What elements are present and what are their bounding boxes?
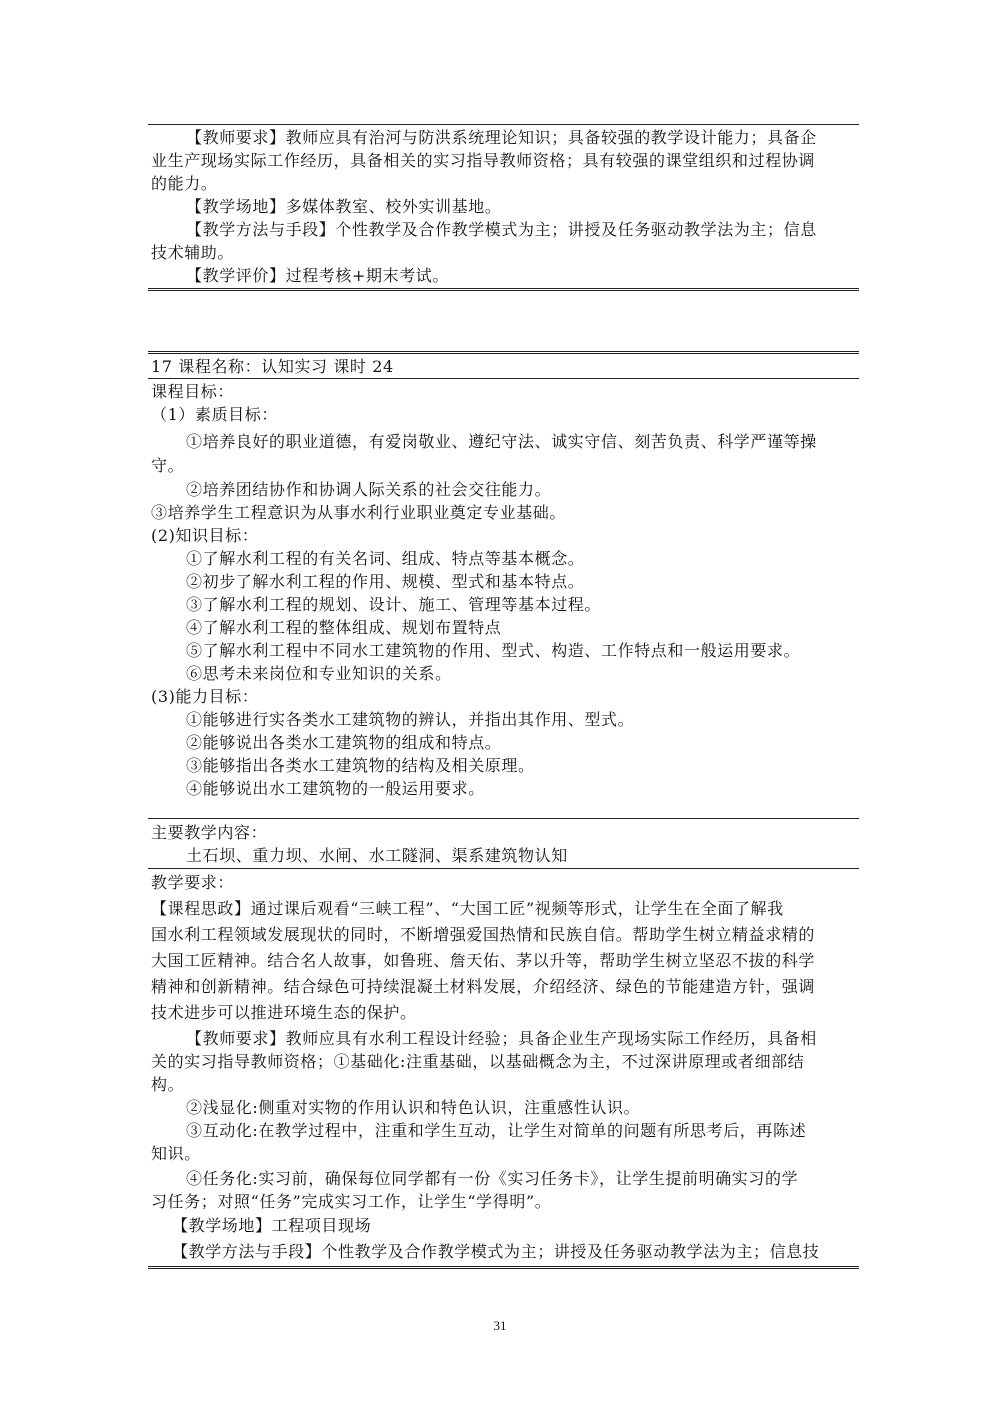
top-rule	[148, 124, 859, 125]
ability-title: (3)能力目标：	[151, 687, 259, 706]
req-line-15: 【教学方法与手段】个性教学及合作教学模式为主；讲授及任务驱动教学法为主；信息技	[172, 1242, 820, 1261]
quality-item-1: ①培养良好的职业道德，有爱岗敬业、遵纪守法、诚实守信、刻苦负责、科学严谨等操	[186, 432, 817, 451]
content-rule	[148, 818, 859, 819]
req-line-5: 技术进步可以推进环境生态的保护。	[151, 1003, 417, 1022]
req-line-3: 大国工匠精神。结合名人故事，如鲁班、詹天佑、茅以升等，帮助学生树立坚忍不拔的科学	[151, 951, 816, 970]
quality-item-1-cont: 守。	[151, 456, 185, 475]
req-line-1: 【课程思政】通过课后观看“三峡工程”、“大国工匠”视频等形式，让学生在全面了解我	[151, 899, 784, 918]
top-line-1: 【教师要求】教师应具有治河与防洪系统理论知识；具备较强的教学设计能力；具备企	[186, 128, 817, 147]
top-line-4: 【教学场地】多媒体教室、校外实训基地。	[186, 197, 502, 216]
ability-item-1: ①能够进行实各类水工建筑物的辨认，并指出其作用、型式。	[186, 710, 635, 729]
req-line-10: ③互动化:在教学过程中，注重和学生互动，让学生对简单的问题有所思考后，再陈述	[186, 1121, 807, 1140]
req-rule	[148, 868, 859, 869]
req-line-4: 精神和创新精神。结合绿色可持续混凝土材料发展，介绍经济、绿色的节能建造方针，强调	[151, 977, 816, 996]
page-number: 31	[493, 1318, 507, 1333]
top-line-6: 技术辅助。	[151, 243, 235, 262]
req-title: 教学要求：	[151, 873, 235, 892]
knowledge-item-1: ①了解水利工程的有关名词、组成、特点等基本概念。	[186, 549, 585, 568]
bottom-rule	[148, 1266, 859, 1269]
knowledge-item-4: ④了解水利工程的整体组成、规划布置特点	[186, 618, 502, 637]
quality-item-2: ②培养团结协作和协调人际关系的社会交往能力。	[186, 480, 552, 499]
course-header: 17 课程名称：认知实习 课时 24	[151, 357, 394, 376]
req-line-7: 关的实习指导教师资格；①基础化:注重基础，以基础概念为主，不过深讲原理或者细部结	[151, 1052, 805, 1071]
goals-title: 课程目标：	[151, 382, 235, 401]
req-line-8: 构。	[151, 1075, 185, 1094]
top-block-bottom-rule	[148, 288, 859, 291]
req-line-11: 知识。	[151, 1144, 201, 1163]
req-line-13: 习任务；对照“任务”完成实习工作，让学生“学得明”。	[151, 1192, 552, 1211]
knowledge-title: (2)知识目标：	[151, 526, 259, 545]
top-line-5: 【教学方法与手段】个性教学及合作教学模式为主；讲授及任务驱动教学法为主；信息	[186, 220, 817, 239]
knowledge-item-2: ②初步了解水利工程的作用、规模、型式和基本特点。	[186, 572, 585, 591]
top-line-2: 业生产现场实际工作经历，具备相关的实习指导教师资格；具有较强的课堂组织和过程协调	[151, 151, 816, 170]
knowledge-item-5: ⑤了解水利工程中不同水工建筑物的作用、型式、构造、工作特点和一般运用要求。	[186, 641, 801, 660]
req-line-6: 【教师要求】教师应具有水利工程设计经验；具备企业生产现场实际工作经历，具备相	[186, 1029, 817, 1048]
course-top-rule	[148, 351, 859, 354]
ability-item-3: ③能够指出各类水工建筑物的结构及相关原理。	[186, 756, 535, 775]
ability-item-2: ②能够说出各类水工建筑物的组成和特点。	[186, 733, 502, 752]
ability-item-4: ④能够说出水工建筑物的一般运用要求。	[186, 779, 485, 798]
content-text: 土石坝、重力坝、水闸、水工隧洞、渠系建筑物认知	[186, 846, 568, 865]
course-header-rule	[148, 378, 859, 379]
content-title: 主要教学内容：	[151, 823, 268, 842]
req-line-14: 【教学场地】工程项目现场	[172, 1216, 372, 1235]
top-line-7: 【教学评价】过程考核+期末考试。	[186, 266, 450, 285]
quality-item-3: ③培养学生工程意识为从事水利行业职业奠定专业基础。	[151, 503, 567, 522]
quality-title: （1）素质目标：	[151, 405, 278, 424]
req-line-2: 国水利工程领域发展现状的同时，不断增强爱国热情和民族自信。帮助学生树立精益求精的	[151, 925, 816, 944]
knowledge-item-6: ⑥思考未来岗位和专业知识的关系。	[186, 664, 452, 683]
req-line-9: ②浅显化:侧重对实物的作用认识和特色认识，注重感性认识。	[186, 1098, 641, 1117]
top-line-3: 的能力。	[151, 174, 218, 193]
req-line-12: ④任务化:实习前，确保每位同学都有一份《实习任务卡》，让学生提前明确实习的学	[186, 1169, 799, 1188]
knowledge-item-3: ③了解水利工程的规划、设计、施工、管理等基本过程。	[186, 595, 602, 614]
